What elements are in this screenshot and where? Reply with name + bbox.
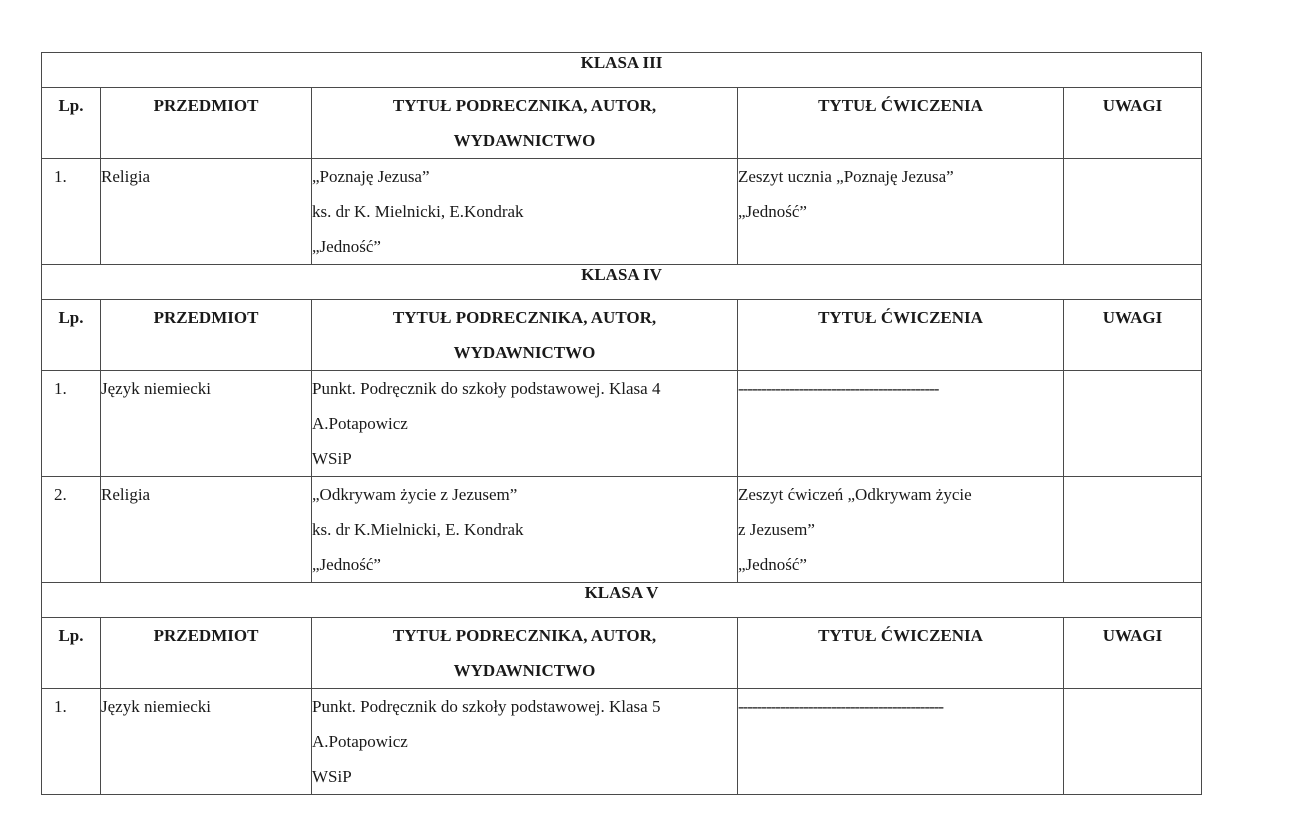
book-title: „Poznaję Jezusa” — [312, 167, 430, 186]
cell-notes — [1064, 477, 1202, 583]
class-title: KLASA IV — [42, 265, 1202, 300]
cell-subject: Religia — [101, 477, 312, 583]
header-notes: UWAGI — [1064, 300, 1202, 371]
cell-exercise — [738, 159, 1064, 265]
cell-lp: 2. — [42, 477, 101, 583]
header-exercise: TYTUŁ ĆWICZENIA — [738, 88, 1064, 159]
cell-book — [312, 689, 738, 795]
cell-subject: Religia — [101, 159, 312, 265]
cell-book — [312, 159, 738, 265]
exercise-line: Zeszyt ucznia „Poznaję Jezusa” — [738, 167, 954, 186]
table-row — [42, 689, 1202, 795]
header-book — [312, 300, 738, 371]
header-book-line: TYTUŁ PODRECZNIKA, AUTOR, — [392, 626, 657, 645]
cell-book — [312, 371, 738, 477]
header-lp: Lp. — [42, 300, 101, 371]
cell-notes — [1064, 689, 1202, 795]
header-book-line: WYDAWNICTWO — [453, 131, 596, 150]
cell-notes — [1064, 159, 1202, 265]
header-book — [312, 88, 738, 159]
book-author: ks. dr K.Mielnicki, E. Kondrak — [312, 520, 524, 539]
cell-exercise — [738, 689, 1064, 795]
exercise-line: Zeszyt ćwiczeń „Odkrywam życie — [738, 485, 972, 504]
table-body — [42, 53, 1202, 795]
book-title: Punkt. Podręcznik do szkoły podstawowej. Klasa 4 — [312, 379, 661, 398]
header-book-line: WYDAWNICTWO — [453, 661, 596, 680]
cell-notes — [1064, 371, 1202, 477]
book-author: A.Potapowicz — [312, 414, 408, 433]
book-publisher: „Jedność” — [312, 237, 381, 256]
column-header-row — [42, 300, 1202, 371]
class-header-row — [42, 53, 1202, 88]
cell-lp: 1. — [42, 159, 101, 265]
exercise-line: z Jezusem” — [738, 520, 815, 539]
book-title: Punkt. Podręcznik do szkoły podstawowej. Klasa 5 — [312, 697, 661, 716]
class-title: KLASA V — [42, 583, 1202, 618]
column-header-row — [42, 618, 1202, 689]
header-book-line: TYTUŁ PODRECZNIKA, AUTOR, — [392, 308, 657, 327]
book-author: A.Potapowicz — [312, 732, 408, 751]
header-lp: Lp. — [42, 88, 101, 159]
cell-lp: 1. — [42, 689, 101, 795]
header-exercise: TYTUŁ ĆWICZENIA — [738, 618, 1064, 689]
cell-exercise — [738, 371, 1064, 477]
header-book-line: TYTUŁ PODRECZNIKA, AUTOR, — [392, 96, 657, 115]
column-header-row — [42, 88, 1202, 159]
cell-lp: 1. — [42, 371, 101, 477]
cell-subject: Język niemiecki — [101, 689, 312, 795]
class-header-row — [42, 583, 1202, 618]
header-subject: PRZEDMIOT — [101, 618, 312, 689]
exercise-line: „Jedność” — [738, 555, 807, 574]
header-notes: UWAGI — [1064, 618, 1202, 689]
textbook-list-table — [41, 52, 1202, 795]
class-header-row — [42, 265, 1202, 300]
book-publisher: WSiP — [312, 449, 352, 468]
header-exercise: TYTUŁ ĆWICZENIA — [738, 300, 1064, 371]
table-row — [42, 477, 1202, 583]
exercise-dashes: ------------------------------------------- — [738, 379, 939, 398]
book-author: ks. dr K. Mielnicki, E.Kondrak — [312, 202, 524, 221]
header-book-line: WYDAWNICTWO — [453, 343, 596, 362]
book-publisher: „Jedność” — [312, 555, 381, 574]
table-row — [42, 159, 1202, 265]
header-notes: UWAGI — [1064, 88, 1202, 159]
exercise-dashes: -------------------------------------------- — [738, 697, 944, 716]
header-subject: PRZEDMIOT — [101, 300, 312, 371]
table-row — [42, 371, 1202, 477]
header-lp: Lp. — [42, 618, 101, 689]
class-title: KLASA III — [42, 53, 1202, 88]
book-publisher: WSiP — [312, 767, 352, 786]
cell-exercise — [738, 477, 1064, 583]
exercise-line: „Jedność” — [738, 202, 807, 221]
book-title: „Odkrywam życie z Jezusem” — [312, 485, 518, 504]
cell-subject: Język niemiecki — [101, 371, 312, 477]
header-book — [312, 618, 738, 689]
cell-book — [312, 477, 738, 583]
header-subject: PRZEDMIOT — [101, 88, 312, 159]
